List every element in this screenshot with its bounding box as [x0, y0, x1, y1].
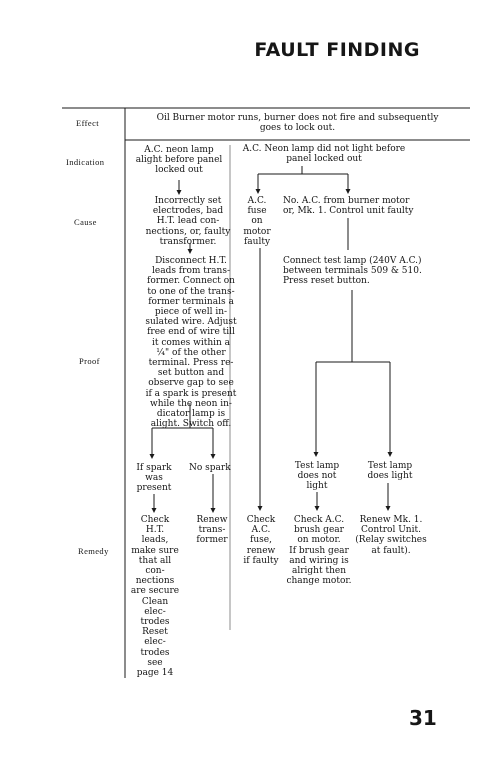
- effect-text: Oil Burner motor runs, burner does not fire and subsequently goes to lock out.: [156, 113, 439, 134]
- remedy-check-ht-leads: Check H.T. leads, make sure that all con- nections are secure Clean elec- trodes Reset elec- trodes see page 14: [130, 515, 180, 679]
- remedy-renew-control-unit: Renew Mk. 1. Control Unit. (Relay switches at fault).: [355, 515, 427, 556]
- remedy-renew-transformer: Renew trans- former: [196, 515, 228, 546]
- cause-label: Cause: [74, 217, 97, 227]
- cause-no-ac: No. A.C. from burner motor or, Mk. 1. Control unit faulty: [283, 196, 414, 217]
- cause-ht-transformer: Incorrectly set electrodes, bad H.T. lead con- nections, or, faulty transformer.: [145, 196, 231, 247]
- outcome-no-spark: No spark: [189, 463, 231, 473]
- remedy-label: Remedy: [78, 546, 109, 556]
- outcome-spark-present: If spark was present: [136, 463, 172, 494]
- remedy-check-fuse: Check A.C. fuse, renew if faulty: [243, 515, 279, 566]
- outcome-lamp-light: Test lamp does light: [367, 461, 413, 482]
- indication-neon-not-lit: A.C. Neon lamp did not light before panel locked out: [242, 144, 406, 165]
- proof-test-lamp: Connect test lamp (240V A.C.) between terminals 509 & 510. Press reset button.: [283, 256, 422, 287]
- effect-label: Effect: [76, 118, 100, 128]
- proof-spark-test: Disconnect H.T. leads from trans- former. Connect on to one of the trans- former terminals a piece of well in- sulated wire. Adjust free end of wire till it comes within a ¼" of the other terminal. Press re- set button and observe gap to see if a spark is present while the neon in- dicator lamp is alight. Switch off.: [145, 256, 237, 430]
- outcome-lamp-not-light: Test lamp does not light: [294, 461, 340, 492]
- indication-neon-alight: A.C. neon lamp alight before panel locked out: [135, 145, 223, 176]
- remedy-brush-gear: Check A.C. brush gear on motor. If brush gear and wiring is alright then change motor.: [286, 515, 352, 587]
- page-number: 31: [409, 706, 437, 730]
- cause-fuse: A.C. fuse on motor faulty: [243, 196, 271, 247]
- proof-label: Proof: [79, 356, 100, 366]
- indication-label: Indication: [66, 157, 105, 167]
- page-title: FAULT FINDING: [254, 39, 420, 61]
